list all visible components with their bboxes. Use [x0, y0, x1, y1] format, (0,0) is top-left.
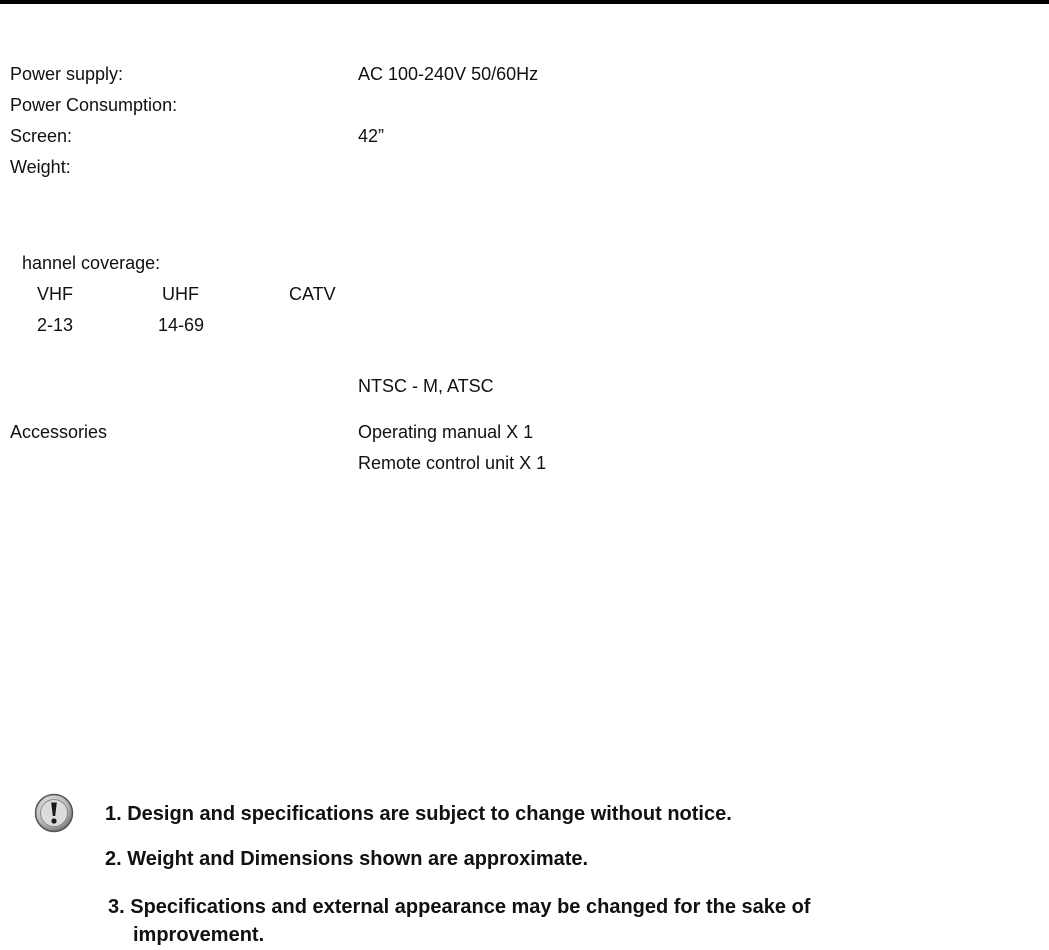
note-3: 3. Specifications and external appearance may be changed for the sake of [108, 896, 811, 918]
band-uhf: UHF [162, 284, 199, 304]
top-rule [0, 0, 1049, 4]
accessory-item: Operating manual X 1 [358, 422, 534, 442]
accessory-item: Remote control unit X 1 [358, 453, 547, 473]
screen-value: 42” [358, 126, 385, 146]
power-consumption-label: Power Consumption: [10, 95, 178, 115]
note-1: 1. Design and specifications are subject to change without notice. [105, 803, 732, 825]
broadcast-system-value: NTSC - M, ATSC [358, 376, 494, 396]
range-uhf: 14-69 [158, 315, 205, 335]
weight-label: Weight: [10, 157, 71, 177]
note-2: 2. Weight and Dimensions shown are approximate. [105, 848, 589, 870]
band-catv: CATV [289, 284, 336, 304]
note-3-continued: improvement. [133, 924, 265, 946]
screen-label: Screen: [10, 126, 73, 146]
power-supply-label: Power supply: [10, 64, 124, 84]
accessories-label: Accessories [10, 422, 108, 442]
power-supply-value: AC 100-240V 50/60Hz [358, 64, 539, 84]
band-vhf: VHF [37, 284, 73, 304]
exclamation-icon [34, 793, 74, 833]
channel-coverage-label: hannel coverage: [22, 253, 161, 273]
range-vhf: 2-13 [37, 315, 74, 335]
